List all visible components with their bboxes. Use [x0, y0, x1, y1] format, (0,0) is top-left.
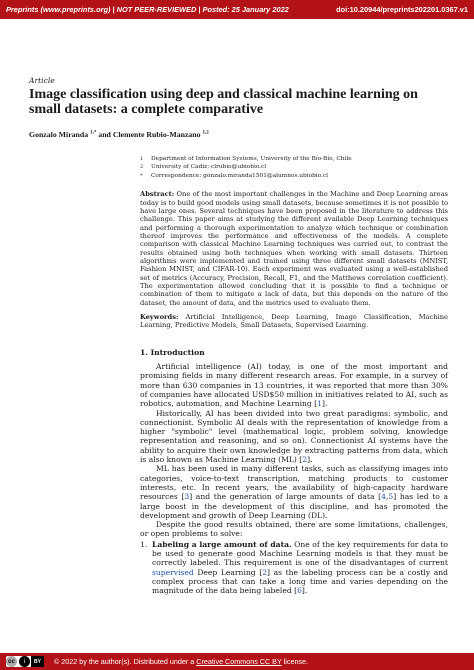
citation-link[interactable]: 1 — [317, 399, 322, 409]
keywords-text: Artificial Intelligence, Deep Learning, Image Classification, Machine Learning, Predictive Models, Small Datasets, Supervised Learning. — [140, 313, 448, 330]
cc-by-label: BY — [31, 656, 44, 667]
posted-date: Posted: 25 January 2022 — [202, 5, 289, 14]
text-run: ]. — [321, 399, 328, 409]
author-2-affil: 1,2 — [202, 130, 209, 136]
affiliation-mark: 1 — [140, 156, 144, 162]
license-footer — [0, 653, 474, 670]
citation-link[interactable]: 2 — [262, 567, 268, 577]
text-run: Historically, AI has been divided into two great paradigms: symbolic, and connectionist. Symbolic AI deals with the representation of knowledge from a higher "symbolic" level (mathematical logic, problem solving, knowledge representation and reasoning, and so on). Connectionist AI systems have the ability to acquire their own knowledge by extracting patterns from data, which is also known as Machine Learning (ML) [ — [140, 408, 448, 465]
intro-paragraph-4: Despite the good results obtained, there are some limitations, challenges, or open problems to solve: — [140, 520, 448, 539]
text-run: ] has led to a large boost in the development of this discipline, and has promoted the development and growth of Deep Learning (DL). — [140, 492, 448, 520]
text-run: license. — [281, 657, 309, 666]
highlighted-term: supervised — [152, 567, 194, 577]
article-type: Article — [29, 76, 55, 85]
list-number: 1. — [140, 539, 148, 549]
text-run: ]. — [307, 455, 313, 465]
section-heading: 1. Introduction — [140, 347, 205, 357]
intro-paragraph-3 — [140, 464, 448, 520]
citation-link[interactable]: 2 — [302, 455, 308, 465]
footer-text — [54, 657, 308, 666]
author-and: and — [98, 130, 111, 139]
affiliation-mark: * — [140, 172, 143, 179]
paper-title: Image classification using deep and classical machine learning on small datasets: a complete comparative — [29, 87, 418, 117]
keywords-label: Keywords: — [140, 313, 179, 322]
citation-link[interactable]: 4 — [381, 492, 386, 502]
list-text — [152, 540, 448, 596]
cc-by-badge[interactable] — [6, 656, 44, 667]
affiliation-mark: 2 — [140, 164, 144, 171]
text-run: , — [385, 492, 389, 502]
license-link[interactable]: Creative Commons CC BY — [196, 657, 282, 666]
list-label: Labeling a large amount of data. — [152, 539, 292, 549]
text-run: ]. — [301, 586, 308, 596]
text-run: Artificial intelligence (AI) today, is one of the most important and promising fields in many different research areas. For example, in a survey of more than 630 companies in 13 countries, it was reported that more than 30% of companies have allocated USD$50 million in initiatives related to AI, such as robotics, automation, and Machine Learning [ — [140, 362, 448, 409]
affiliations — [140, 155, 449, 180]
affiliation-item — [140, 172, 449, 180]
text-run: ] and the generation of large amounts of data [ — [189, 492, 382, 502]
citation-link[interactable]: 3 — [184, 492, 190, 502]
author-2: Clemente Rubio-Manzano — [112, 130, 201, 139]
affiliation-text: University of Cadiz; clrubio@ubiobio.cl — [151, 164, 267, 171]
author-1: Gonzalo Miranda — [29, 130, 89, 139]
keywords — [140, 313, 448, 330]
abstract — [140, 190, 448, 307]
article-content — [29, 76, 449, 595]
article-body — [140, 190, 448, 595]
author-1-affil: 1,* — [90, 130, 97, 136]
intro-paragraph-1 — [140, 362, 448, 408]
review-status: NOT PEER-REVIEWED — [116, 5, 197, 14]
affiliation-text: Department of Information Systems, University of the Bío-Bío, Chile — [151, 156, 352, 162]
citation-link[interactable]: 6 — [297, 586, 302, 596]
preprint-header-bar — [0, 0, 474, 19]
affiliation-item — [140, 163, 449, 171]
text-run: © 2022 by the author(s). Distributed under a — [53, 657, 197, 666]
abstract-label: Abstract: — [140, 190, 175, 199]
preprints-link[interactable]: Preprints (www.preprints.org) — [6, 5, 111, 14]
doi-link[interactable]: doi:10.20944/preprints202201.0367.v1 — [336, 5, 468, 14]
text-run: One of the key requirements for data to be used to generate good Machine Learning models is that they must be correctly labeled. This requirement is one of the disadvantages of current — [152, 539, 448, 568]
creative-commons-icon: cc — [6, 656, 17, 667]
text-run: Deep Learning [ — [193, 567, 263, 577]
citation-link[interactable]: 5 — [388, 492, 394, 502]
text-run: ML has been used in many different tasks, such as classifying images into categories, voice-to-text transcription, matching products to customer interests, etc. In recent years, the availability of high-capacity hardware resources [ — [140, 464, 448, 502]
author-line — [29, 130, 449, 139]
intro-paragraph-2 — [140, 409, 448, 465]
header-left — [6, 5, 289, 14]
abstract-text: One of the most important challenges in the Machine and Deep Learning areas today is to build good models using small datasets, because sometimes it is not possible to have large ones. Several techniques have been proposed in the literature to address this challenge. This paper aims at studying the different available Deep Learning techniques and performing a thorough experimentation to analyze which technique or combination thereof improves the performance and effectiveness of the models. A complete comparison with classical Machine Learning techniques was carried out, to contrast the results obtained using both techniques when working with small datasets. Thirteen algorithms were implemented and trained using three different small datasets (MNIST, Fashion MNIST, and CIFAR-10). Each experiment was evaluated using a well-established set of metrics (Accuracy, Precision, Recall, F1, and the Matthews correlation coefficient). The experimentation allowed concluding that it is possible to find a technique or combination of them to mitigate a lack of data, but this depends on the nature of the dataset, the amount of data, and the metrics used to evaluate them. — [140, 190, 448, 307]
affiliation-item — [140, 155, 449, 163]
header-sep-2: | — [198, 5, 201, 14]
header-sep-1: | — [112, 5, 115, 14]
attribution-icon: i — [19, 656, 30, 667]
text-run: ] as the labeling process can be a costly and complex process that can take a long time and varies depending on the magnitude of the data being labeled [ — [152, 567, 448, 596]
correspondence-text: Correspondence: gonzalo.miranda1501@alumnos.ubiobio.cl — [151, 172, 328, 179]
list-item — [140, 540, 448, 596]
